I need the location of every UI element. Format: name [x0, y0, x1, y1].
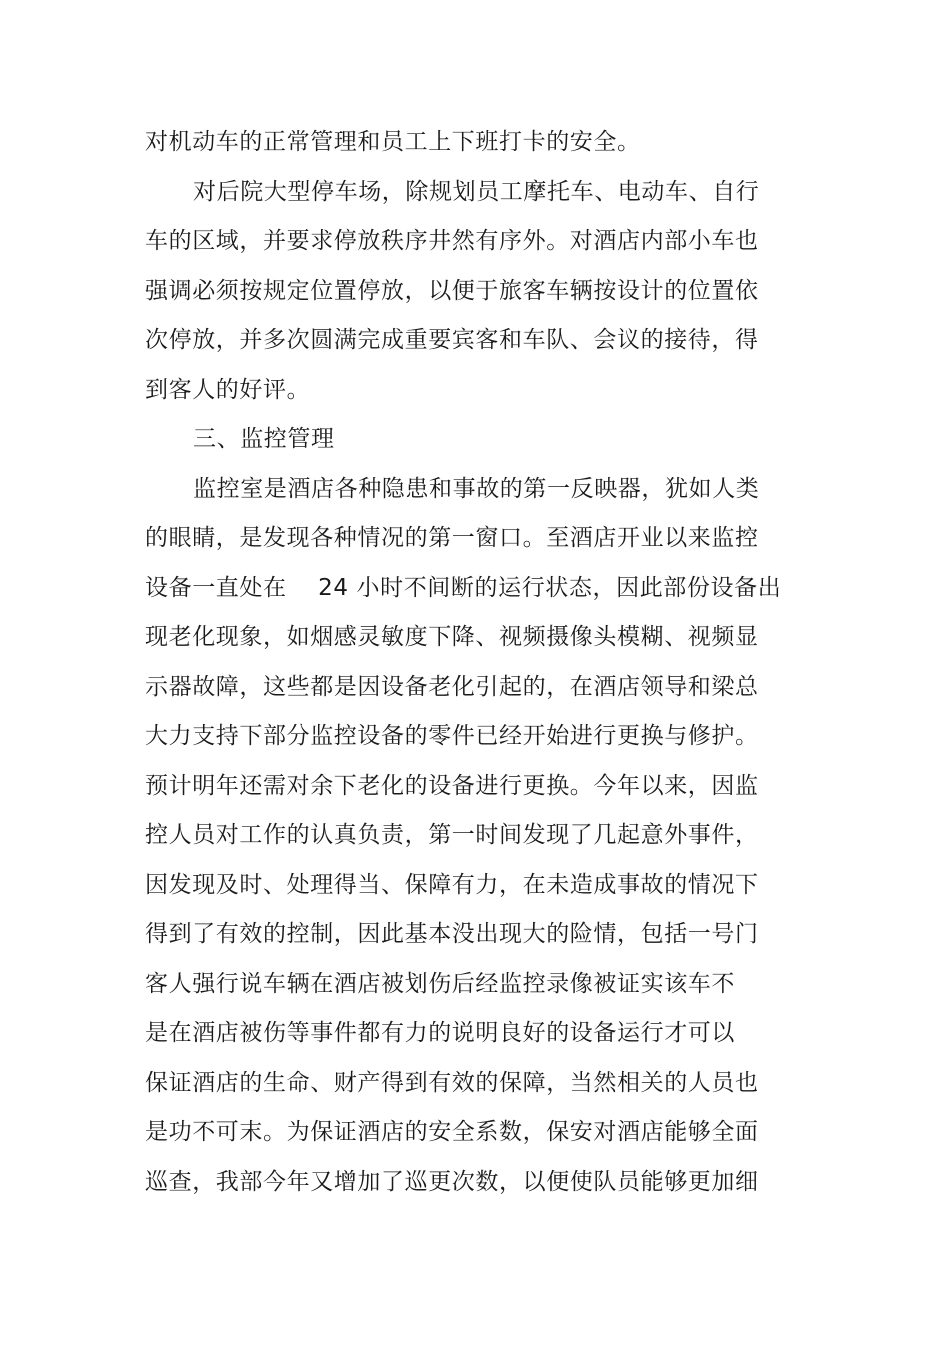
text-line: 巡查，我部今年又增加了巡更次数，以便使队员能够更加细	[145, 1169, 759, 1195]
text-line: 强调必须按规定位置停放，以便于旅客车辆按设计的位置依	[145, 278, 759, 304]
text-line: 是功不可末。为保证酒店的安全系数，保安对酒店能够全面	[145, 1119, 759, 1145]
text-line: 现老化现象，如烟感灵敏度下降、视频摄像头模糊、视频显	[145, 624, 759, 650]
text-line: 的眼睛，是发现各种情况的第一窗口。至酒店开业以来监控	[145, 525, 759, 551]
text-line: 控人员对工作的认真负责，第一时间发现了几起意外事件，	[145, 822, 759, 848]
text-line: 保证酒店的生命、财产得到有效的保障，当然相关的人员也	[145, 1070, 759, 1096]
text-line: 设备一直处在 24 小时不间断的运行状态，因此部份设备出	[145, 575, 782, 601]
text-line: 预计明年还需对余下老化的设备进行更换。今年以来，因监	[145, 773, 759, 799]
text-line: 车的区域，并要求停放秩序井然有序外。对酒店内部小车也	[145, 228, 759, 254]
text-line: 到客人的好评。	[145, 377, 311, 403]
text-line: 次停放，并多次圆满完成重要宾客和车队、会议的接待，得	[145, 327, 759, 353]
text-line: 是在酒店被伤等事件都有力的说明良好的设备运行才可以	[145, 1020, 735, 1046]
text-line: 因发现及时、处理得当、保障有力，在未造成事故的情况下	[145, 872, 759, 898]
paragraph-first-line: 对后院大型停车场，除规划员工摩托车、电动车、自行	[193, 179, 760, 205]
text-line: 示器故障，这些都是因设备老化引起的，在酒店领导和梁总	[145, 674, 759, 700]
text-line: 得到了有效的控制，因此基本没出现大的险情，包括一号门	[145, 921, 759, 947]
text-line: 客人强行说车辆在酒店被划伤后经监控录像被证实该车不	[145, 971, 735, 997]
section-heading: 三、监控管理	[193, 426, 335, 452]
text-line: 大力支持下部分监控设备的零件已经开始进行更换与修护。	[145, 723, 759, 749]
text-line: 对机动车的正常管理和员工上下班打卡的安全。	[145, 129, 641, 155]
paragraph-first-line: 监控室是酒店各种隐患和事故的第一反映器，犹如人类	[193, 476, 760, 502]
